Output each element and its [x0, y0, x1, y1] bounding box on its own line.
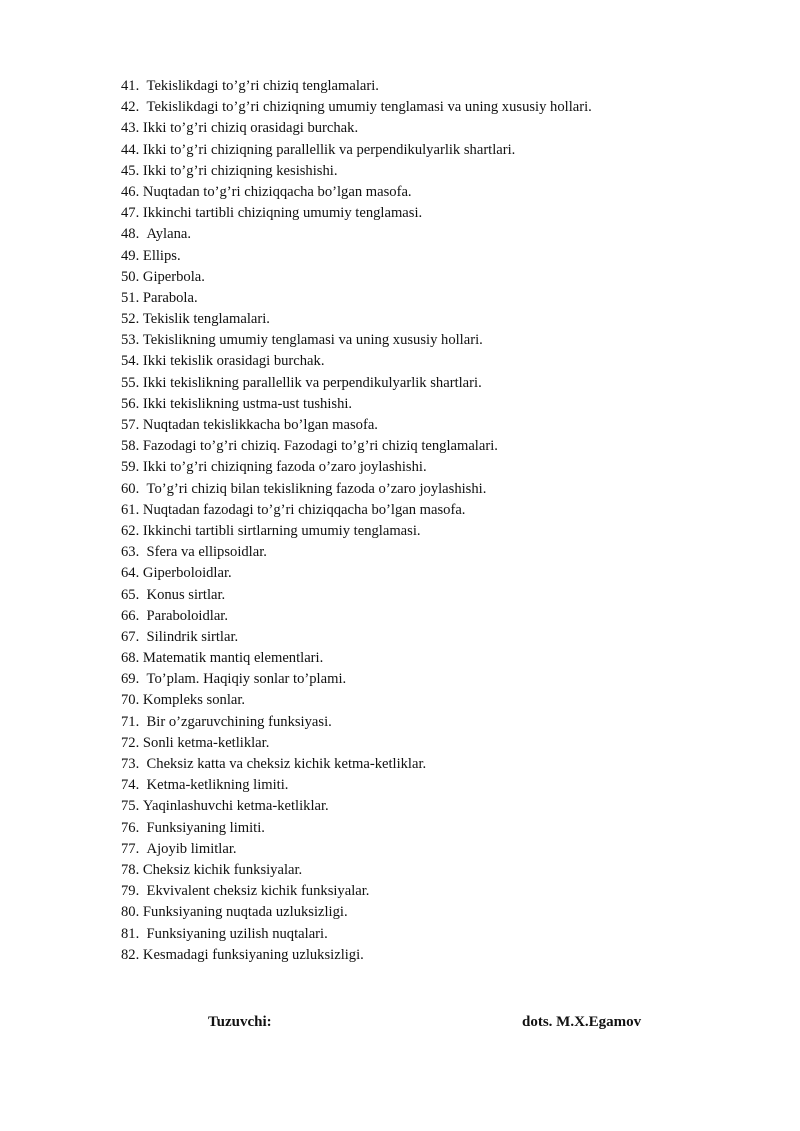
item-text: Ikkinchi tartibli chiziqning umumiy tenglamasi.	[142, 205, 423, 222]
list-item	[121, 669, 721, 690]
item-text: Funksiyaning uzilish nuqtalari.	[146, 925, 328, 942]
item-text: Ellips.	[142, 247, 181, 264]
item-text: Ikki to’g’ri chiziqning fazoda o’zaro joylashishi.	[142, 459, 427, 476]
item-text: Cheksiz kichik funksiyalar.	[142, 861, 303, 878]
item-number: 61.	[121, 501, 140, 518]
item-number: 59.	[121, 459, 140, 476]
list-item	[121, 924, 721, 945]
item-text: Ikki tekislikning ustma-ust tushishi.	[142, 395, 353, 412]
list-item	[121, 161, 721, 182]
item-number: 82.	[121, 946, 140, 963]
item-text: To’plam. Haqiqiy sonlar to’plami.	[146, 671, 347, 688]
item-number: 72.	[121, 734, 140, 751]
list-item	[121, 818, 721, 839]
list-item	[121, 563, 721, 584]
item-number: 78.	[121, 861, 140, 878]
item-text: Silindrik sirtlar.	[146, 628, 239, 645]
item-text: Ikki tekislik orasidagi burchak.	[142, 353, 325, 370]
item-number: 62.	[121, 522, 140, 539]
compiler-name: dots. M.X.Egamov	[522, 1014, 642, 1030]
item-number: 43.	[121, 120, 140, 137]
list-item	[121, 542, 721, 563]
item-number: 50.	[121, 268, 140, 285]
item-text: Bir o’zgaruvchining funksiyasi.	[146, 713, 332, 730]
list-item	[121, 606, 721, 627]
item-number: 75.	[121, 798, 140, 815]
item-number: 79.	[121, 883, 140, 900]
item-text: Nuqtadan to’g’ri chiziqqacha bo’lgan masofa.	[142, 183, 412, 200]
list-item	[121, 267, 721, 288]
item-number: 58.	[121, 438, 140, 455]
item-number: 69.	[121, 671, 140, 688]
item-text: Tekislikdagi to’g’ri chiziqning umumiy tenglamasi va uning xususiy hollari.	[146, 99, 592, 116]
list-item	[121, 140, 721, 161]
item-number: 64.	[121, 565, 140, 582]
compiler-label: Tuzuvchi:	[208, 1014, 272, 1030]
list-item	[121, 712, 721, 733]
list-item	[121, 521, 721, 542]
list-item	[121, 479, 721, 500]
item-text: Ajoyib limitlar.	[146, 840, 237, 857]
list-item	[121, 246, 721, 267]
item-number: 42.	[121, 99, 140, 116]
item-text: Tekislik tenglamalari.	[142, 311, 270, 328]
item-number: 41.	[121, 78, 140, 94]
list-item	[121, 881, 721, 902]
item-number: 55.	[121, 374, 140, 391]
item-text: To’g’ri chiziq bilan tekislikning fazoda o’zaro joylashishi.	[146, 480, 487, 497]
item-text: Cheksiz katta va cheksiz kichik ketma-ketliklar.	[146, 756, 427, 772]
item-number: 60.	[121, 480, 140, 497]
item-number: 48.	[121, 226, 140, 243]
item-text: Tekislikdagi to’g’ri chiziq tenglamalari.	[146, 78, 379, 94]
item-text: Matematik mantiq elementlari.	[142, 650, 324, 667]
item-number: 70.	[121, 692, 140, 709]
list-item	[121, 182, 721, 203]
item-text: Giperbola.	[142, 268, 205, 285]
topic-list	[121, 76, 721, 966]
list-item	[121, 224, 721, 245]
list-item	[121, 585, 721, 606]
list-item	[121, 690, 721, 711]
item-text: Ikki to’g’ri chiziq orasidagi burchak.	[142, 120, 359, 137]
item-text: Kompleks sonlar.	[142, 692, 246, 709]
item-text: Giperboloidlar.	[142, 565, 232, 582]
item-text: Parabola.	[142, 289, 198, 306]
item-text: Nuqtadan fazodagi to’g’ri chiziqqacha bo’lgan masofa.	[142, 501, 466, 518]
item-number: 74.	[121, 777, 140, 794]
item-number: 51.	[121, 289, 140, 306]
list-item	[121, 373, 721, 394]
list-item	[121, 860, 721, 881]
item-text: Funksiyaning limiti.	[146, 819, 265, 836]
list-item	[121, 203, 721, 224]
list-item	[121, 648, 721, 669]
item-number: 65.	[121, 586, 140, 603]
item-number: 57.	[121, 417, 140, 433]
item-text: Kesmadagi funksiyaning uzluksizligi.	[142, 946, 364, 963]
item-text: Fazodagi to’g’ri chiziq. Fazodagi to’g’ri chiziq tenglamalari.	[142, 438, 498, 455]
item-number: 68.	[121, 650, 140, 667]
list-item	[121, 330, 721, 351]
item-number: 77.	[121, 840, 140, 857]
item-text: Paraboloidlar.	[146, 607, 229, 624]
list-item	[121, 351, 721, 372]
item-text: Ekvivalent cheksiz kichik funksiyalar.	[146, 883, 370, 900]
list-item	[121, 627, 721, 648]
list-item	[121, 902, 721, 923]
list-item	[121, 309, 721, 330]
list-item	[121, 97, 721, 118]
item-number: 53.	[121, 332, 140, 349]
list-item	[121, 775, 721, 796]
list-item	[121, 839, 721, 860]
list-item	[121, 76, 721, 97]
list-item	[121, 500, 721, 521]
item-text: Yaqinlashuvchi ketma-ketliklar.	[142, 798, 329, 815]
item-text: Funksiyaning nuqtada uzluksizligi.	[142, 904, 348, 921]
item-number: 46.	[121, 183, 140, 200]
list-item	[121, 436, 721, 457]
item-text: Sfera va ellipsoidlar.	[146, 544, 267, 561]
item-text: Aylana.	[146, 226, 191, 243]
list-item	[121, 945, 721, 966]
item-number: 63.	[121, 544, 140, 561]
list-item	[121, 457, 721, 478]
item-number: 71.	[121, 713, 140, 730]
item-text: Konus sirtlar.	[146, 586, 226, 603]
list-item	[121, 118, 721, 139]
item-text: Ketma-ketlikning limiti.	[146, 777, 289, 794]
list-item	[121, 796, 721, 817]
item-number: 47.	[121, 205, 140, 222]
item-number: 66.	[121, 607, 140, 624]
item-number: 54.	[121, 353, 140, 370]
item-text: Ikkinchi tartibli sirtlarning umumiy tenglamasi.	[142, 522, 421, 539]
item-number: 49.	[121, 247, 140, 264]
list-item	[121, 288, 721, 309]
item-text: Ikki to’g’ri chiziqning kesishishi.	[142, 162, 338, 179]
item-number: 52.	[121, 311, 140, 328]
item-number: 81.	[121, 925, 140, 942]
item-text: Ikki to’g’ri chiziqning parallellik va perpendikulyarlik shartlari.	[142, 141, 516, 158]
item-number: 45.	[121, 162, 140, 179]
item-text: Nuqtadan tekislikkacha bo’lgan masofa.	[142, 417, 378, 433]
item-number: 44.	[121, 141, 140, 158]
item-text: Tekislikning umumiy tenglamasi va uning xususiy hollari.	[142, 332, 483, 349]
item-number: 56.	[121, 395, 140, 412]
item-text: Sonli ketma-ketliklar.	[142, 734, 270, 751]
list-item	[121, 394, 721, 415]
list-item	[121, 733, 721, 754]
item-number: 76.	[121, 819, 140, 836]
list-item	[121, 415, 721, 436]
list-item	[121, 754, 721, 775]
item-number: 80.	[121, 904, 140, 921]
item-number: 67.	[121, 628, 140, 645]
item-number: 73.	[121, 756, 140, 772]
item-text: Ikki tekislikning parallellik va perpendikulyarlik shartlari.	[142, 374, 482, 391]
